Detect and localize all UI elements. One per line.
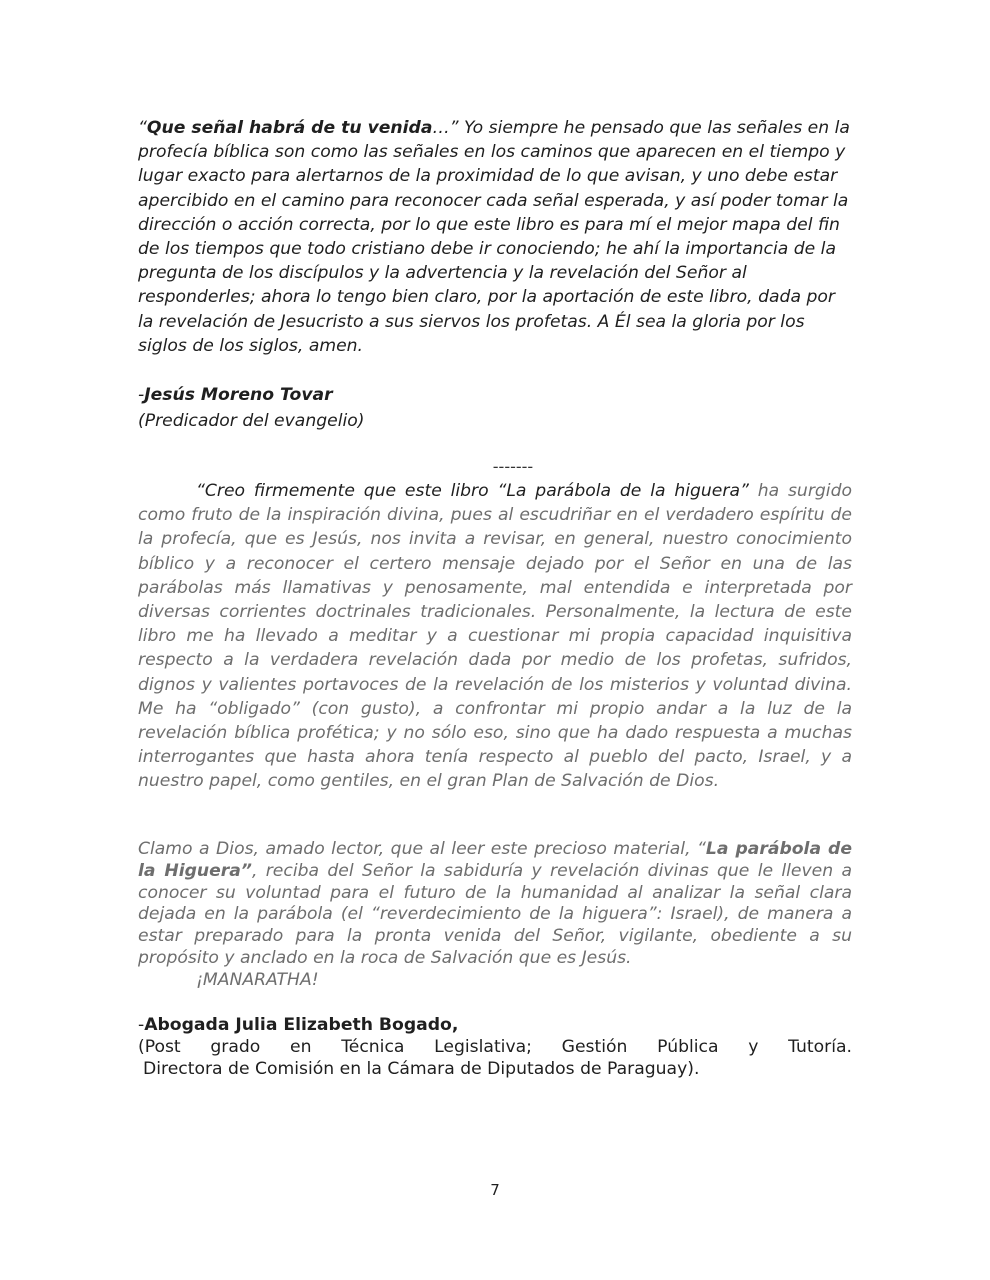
- testimony-paragraph-1: [138, 116, 852, 358]
- paragraph-text: , reciba del Señor la sabiduría y revelación divinas que le lleven a conocer su voluntad para el futuro de la humanidad al analizar la señal clara dejada en la parábola (el “reverdecimiento de la higuera”: Israel), de manera a estar preparado para la pronta venida del Señor, vigilante, obediente a su propósito y anclado en la roca de Salvación que es Jesús.: [138, 860, 852, 968]
- signature-dash: -: [138, 1015, 145, 1035]
- quote-open: “: [138, 118, 147, 138]
- signature-detail-line-1: (Post grado en Técnica Legislativa; Gestión Pública y Tutoría.: [138, 1037, 852, 1057]
- signature-role: (Predicador del evangelio): [138, 411, 365, 431]
- signature-name-line: [138, 382, 852, 408]
- book-title: La parábola de la Higuera”: [138, 839, 853, 881]
- paragraph-text: …” Yo siempre he pensado que las señales en la profecía bíblica son como las señales en los caminos que aparecen en el tiempo y lugar exacto para alertarnos de la proximidad de lo que avisan, y uno debe estar apercibido en el camino para reconocer cada señal esperada, y así poder tomar la dirección o acción correcta, por lo que este libro es para mí el mejor mapa del fin de los tiempos que todo cristiano debe ir conociendo; he ahí la importancia de la pregunta de los discípulos y la advertencia y la revelación del Señor al responderles; ahora lo tengo bien claro, por la aportación de este libro, dada por la revelación de Jesucristo a sus siervos los profetas. A Él sea la gloria por los siglos de los siglos, amen.: [138, 118, 850, 356]
- section-divider: -------: [492, 457, 534, 476]
- paragraph-text: ha surgido como fruto de la inspiración divina, pues al escudriñar en el verdadero espíritu de la profecía, que es Jesús, nos invita a revisar, en general, nuestro conocimiento bíblico y a reconocer el certero mensaje dejado por el Señor en una de las parábolas más llamativas y penosamente, mal entendida e interpretada por diversas corrientes doctrinales tradicionales. Personalmente, la lectura de este libro me ha llevado a meditar y a cuestionar mi propia capacidad inquisitiva respecto a la verdadera revelación dada por medio de los profetas, sufridos, dignos y valientes portavoces de la revelación de los misterios y voluntad divina. Me ha “obligado” (con gusto), a confrontar mi propio andar a la luz de la revelación bíblica profética; y no sólo eso, sino que ha dado respuesta a muchas interrogantes que hasta ahora tenía respecto al pueblo del pacto, Israel, y a nuestro papel, como gentiles, en el gran Plan de Salvación de Dios.: [138, 481, 852, 792]
- page-number: 7: [490, 1181, 500, 1199]
- signature-1: [138, 382, 852, 434]
- testimony-paragraph-2: [138, 479, 852, 794]
- signature-detail-line-2: Directora de Comisión en la Cámara de Diputados de Paraguay).: [143, 1059, 700, 1079]
- signature-name: Jesús Moreno Tovar: [144, 385, 333, 405]
- paragraph-intro: Clamo a Dios, amado lector, que al leer este precioso material, “: [138, 839, 706, 859]
- testimony-paragraph-3: [138, 839, 852, 992]
- quote-lead: “Creo firmemente que este libro “La parábola de la higuera”: [196, 481, 749, 501]
- bold-phrase: Que señal habrá de tu venida: [146, 118, 433, 138]
- signature-dash: -: [138, 385, 145, 405]
- signature-2: [138, 1014, 852, 1080]
- signature-name-line: [138, 1014, 852, 1036]
- exclamation: ¡MANARATHA!: [196, 969, 319, 990]
- signature-name: Abogada Julia Elizabeth Bogado,: [144, 1015, 459, 1035]
